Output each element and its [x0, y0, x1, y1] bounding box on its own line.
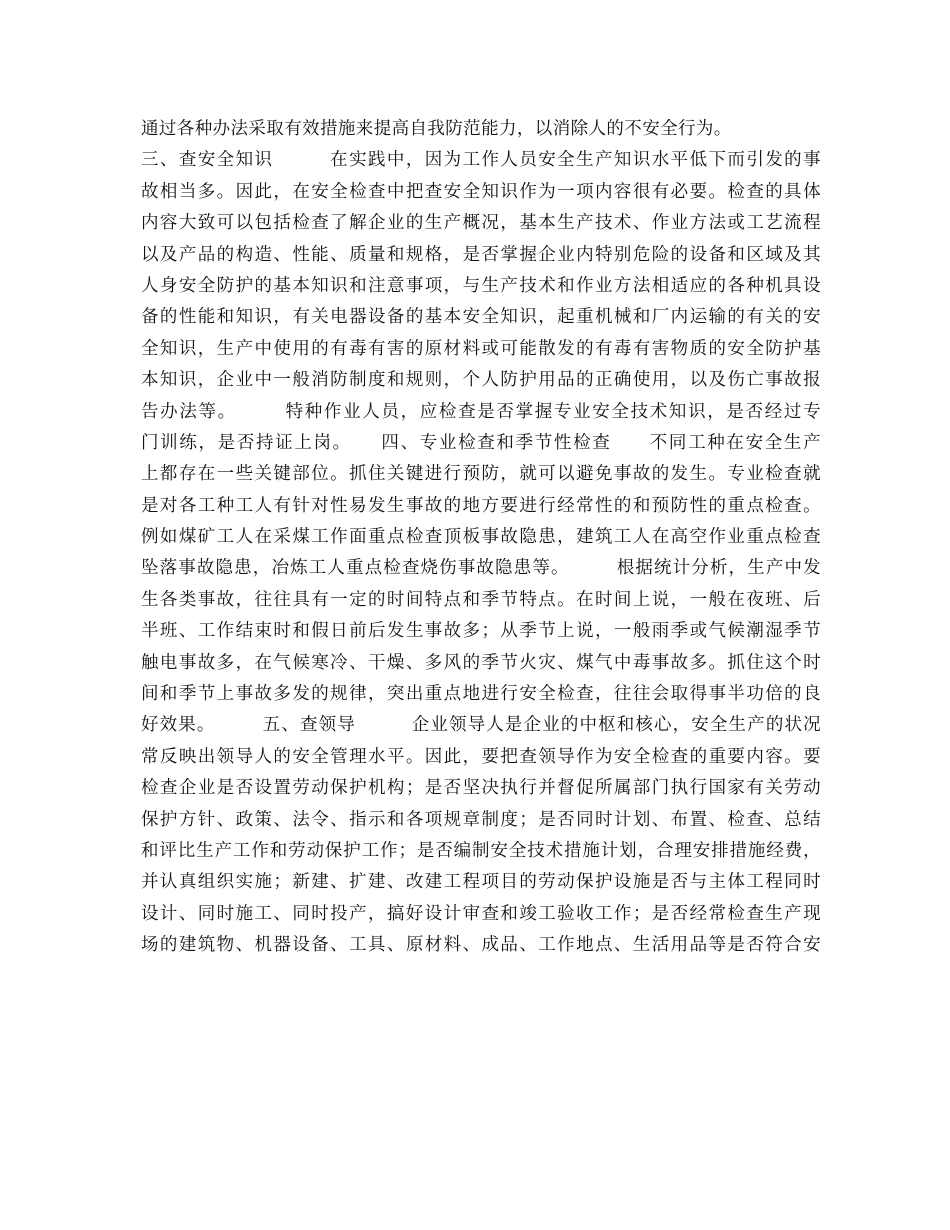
text-line: 门训练，是否持证上岗。 四、专业检查和季节性检查 不同工种在安全生产 — [141, 432, 821, 453]
text-line: 半班、工作结束时和假日前后发生事故多；从季节上说，一般雨季或气候潮湿季节 — [141, 621, 821, 642]
text-line: 全知识，生产中使用的有毒有害的原材料或可能散发的有毒有害物质的安全防护基 — [141, 338, 821, 359]
text-line: 检查企业是否设置劳动保护机构；是否坚决执行并督促所属部门执行国家有关劳动 — [141, 778, 821, 799]
text-line: 并认真组织实施；新建、扩建、改建工程项目的劳动保护设施是否与主体工程同时 — [141, 872, 821, 893]
body-text — [141, 114, 821, 962]
text-line: 以及产品的构造、性能、质量和规格，是否掌握企业内特别危险的设备和区域及其 — [141, 244, 821, 265]
text-line: 上都存在一些关键部位。抓住关键进行预防，就可以避免事故的发生。专业检查就 — [141, 464, 821, 485]
text-line: 告办法等。 特种作业人员，应检查是否掌握专业安全技术知识，是否经过专 — [141, 401, 821, 422]
text-line: 场的建筑物、机器设备、工具、原材料、成品、工作地点、生活用品等是否符合安 — [141, 935, 821, 956]
text-line: 常反映出领导人的安全管理水平。因此，要把查领导作为安全检查的重要内容。要 — [141, 746, 821, 767]
text-line: 保护方针、政策、法令、指示和各项规章制度；是否同时计划、布置、检查、总结 — [141, 809, 821, 830]
text-line: 间和季节上事故多发的规律，突出重点地进行安全检查，往往会取得事半功倍的良 — [141, 684, 821, 705]
text-line: 触电事故多，在气候寒冷、干燥、多风的季节火灾、煤气中毒事故多。抓住这个时 — [141, 652, 821, 673]
text-line: 设计、同时施工、同时投产，搞好设计审查和竣工验收工作；是否经常检查生产现 — [141, 903, 821, 924]
text-line: 例如煤矿工人在采煤工作面重点检查顶板事故隐患，建筑工人在高空作业重点检查 — [141, 527, 821, 548]
text-line: 是对各工种工人有针对性易发生事故的地方要进行经常性的和预防性的重点检查。 — [141, 495, 821, 516]
text-line: 通过各种办法采取有效措施来提高自我防范能力，以消除人的不安全行为。 — [141, 119, 732, 139]
text-line: 好效果。 五、查领导 企业领导人是企业的中枢和核心，安全生产的状况 — [141, 715, 821, 736]
text-line: 内容大致可以包括检查了解企业的生产概况，基本生产技术、作业方法或工艺流程 — [141, 213, 821, 234]
text-line: 生各类事故，往往具有一定的时间特点和季节特点。在时间上说，一般在夜班、后 — [141, 589, 821, 610]
text-line: 人身安全防护的基本知识和注意事项，与生产技术和作业方法相适应的各种机具设 — [141, 275, 821, 296]
text-line: 和评比生产工作和劳动保护工作；是否编制安全技术措施计划，合理安排措施经费， — [141, 840, 821, 861]
text-line: 三、查安全知识 在实践中，因为工作人员安全生产知识水平低下而引发的事 — [141, 150, 821, 171]
text-line: 故相当多。因此，在安全检查中把查安全知识作为一项内容很有必要。检查的具体 — [141, 181, 821, 202]
text-line: 坠落事故隐患，冶炼工人重点检查烧伤事故隐患等。 根据统计分析，生产中发 — [141, 558, 821, 579]
text-line: 本知识，企业中一般消防制度和规则，个人防护用品的正确使用，以及伤亡事故报 — [141, 370, 821, 391]
text-line: 备的性能和知识，有关电器设备的基本安全知识，起重机械和厂内运输的有关的安 — [141, 307, 821, 328]
